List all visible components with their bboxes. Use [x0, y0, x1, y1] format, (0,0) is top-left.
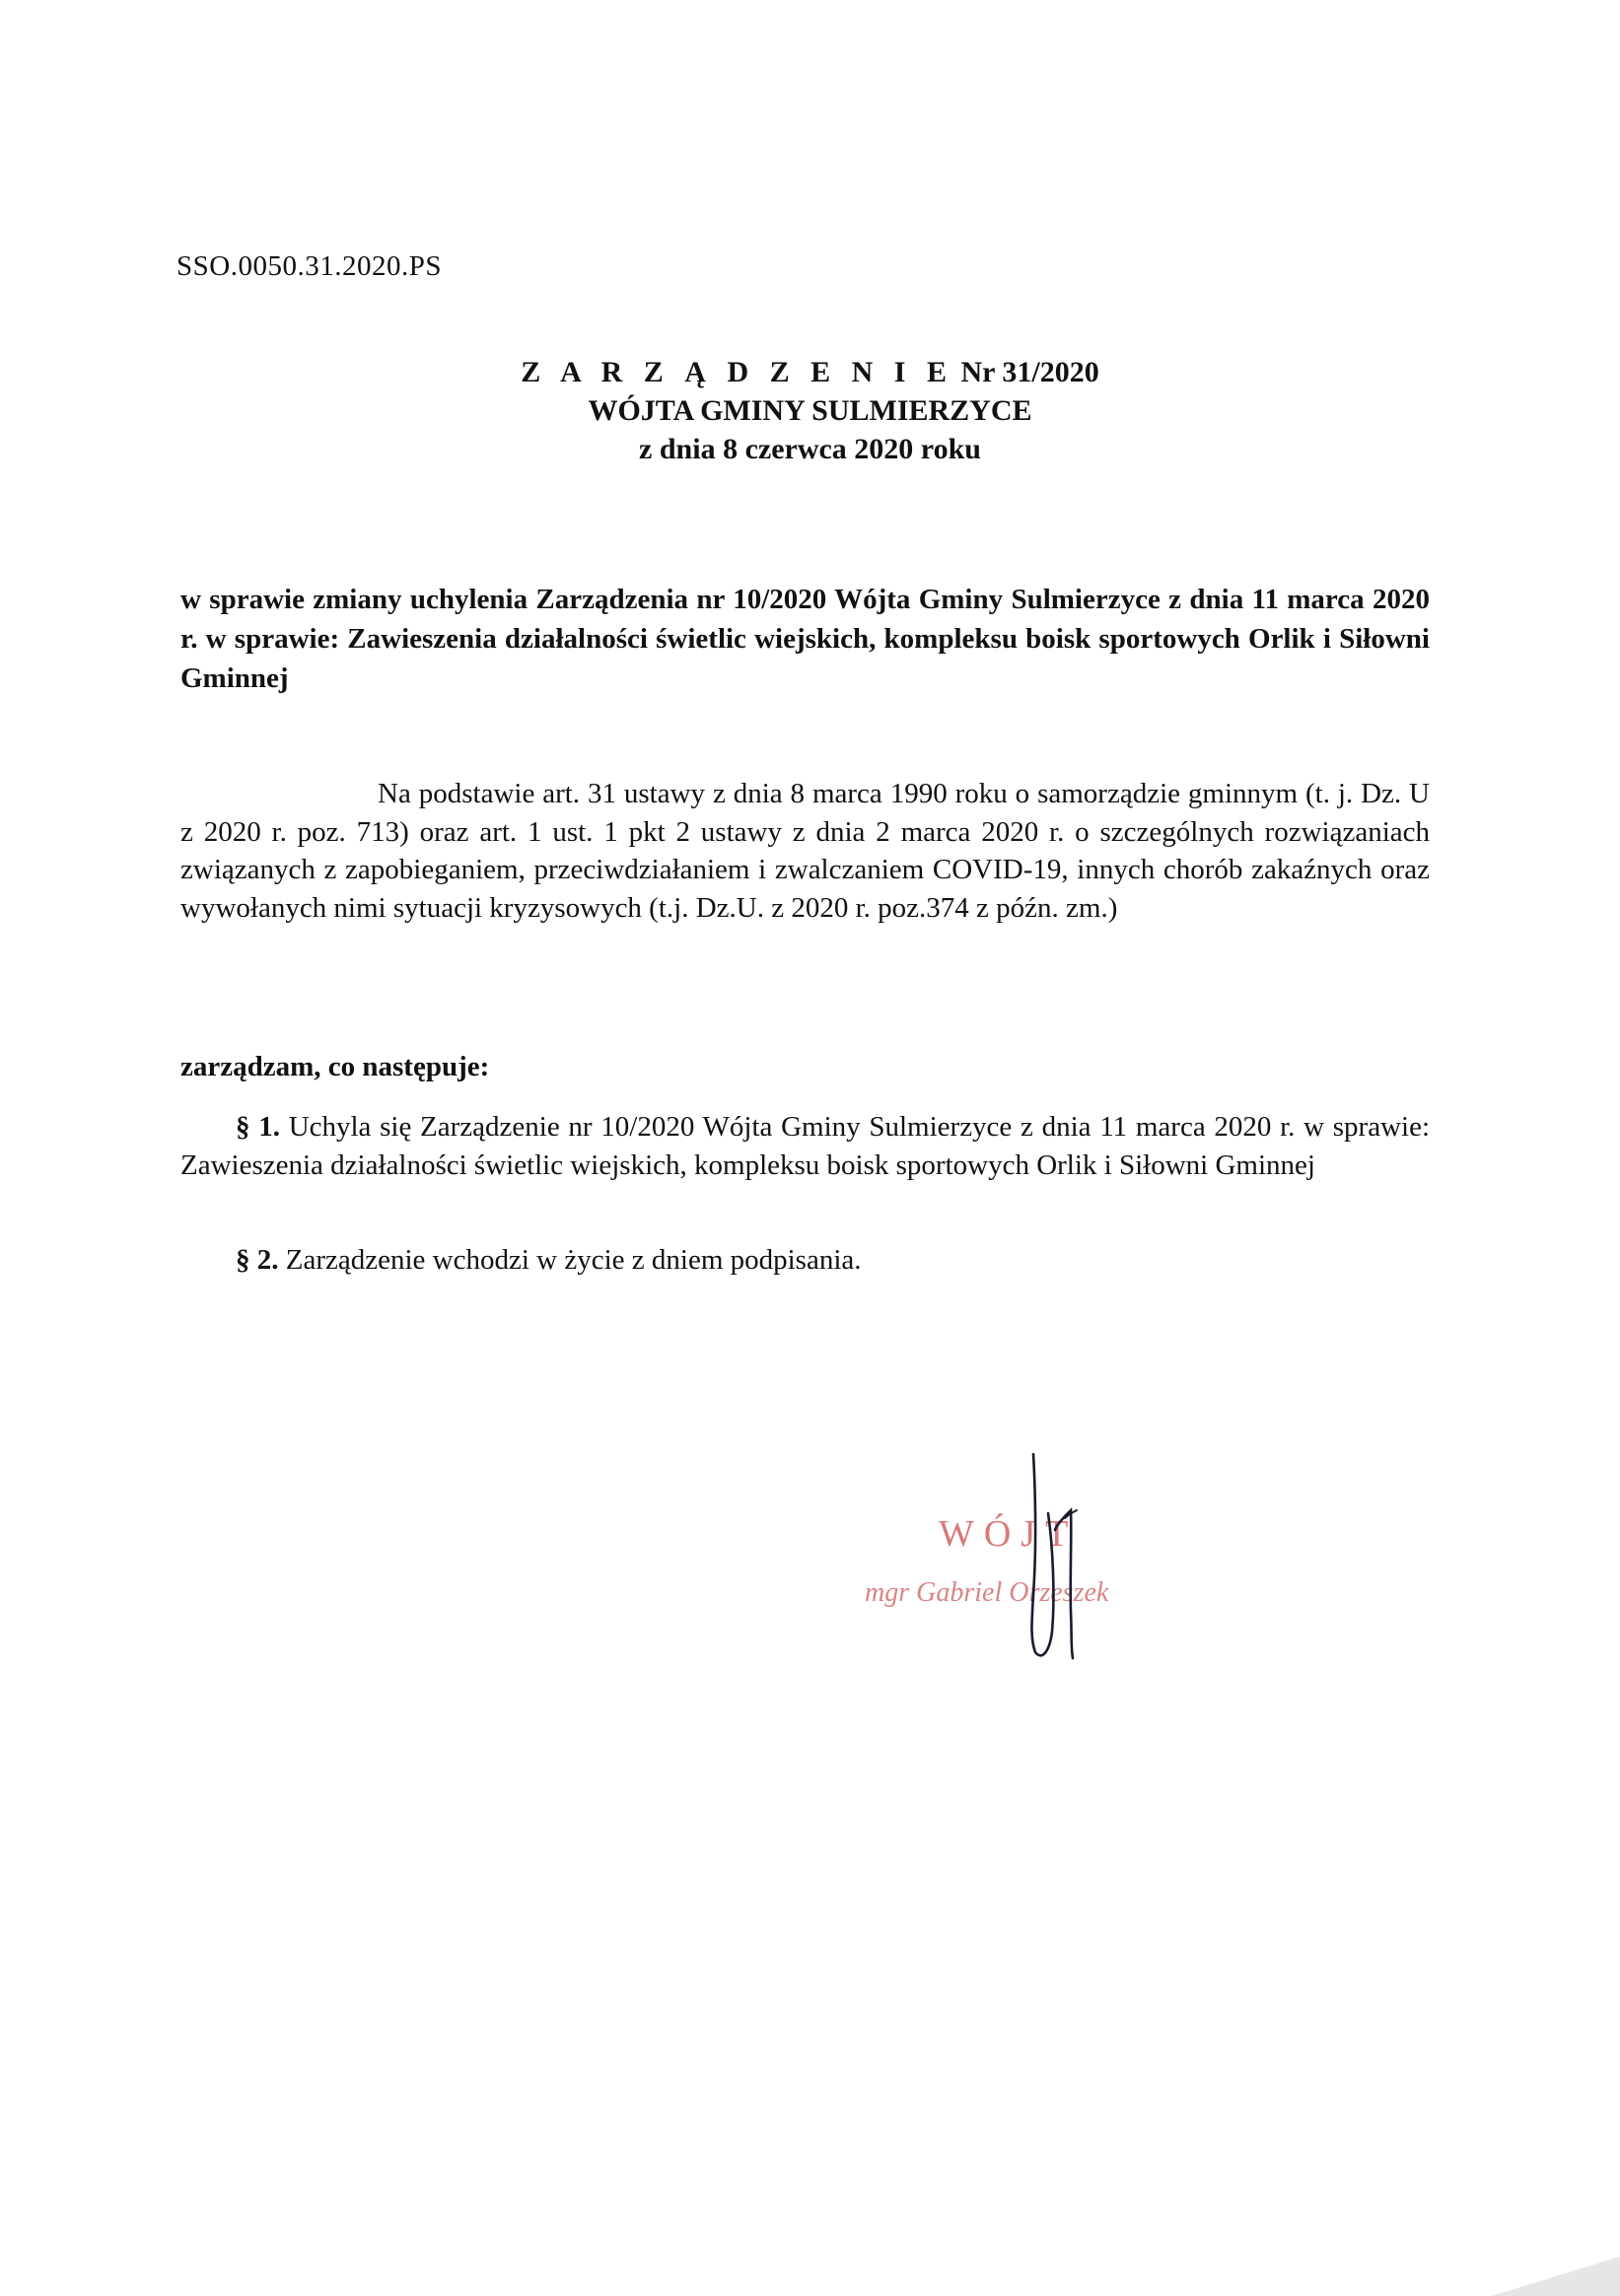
official-stamp — [848, 1429, 1242, 1705]
title-date: z dnia 8 czerwca 2020 roku — [639, 433, 981, 465]
title-word: Z A R Z Ą D Z E N I E — [521, 356, 953, 388]
reference-number: SSO.0050.31.2020.PS — [176, 250, 442, 282]
paragraph-number: § 1. — [236, 1111, 280, 1143]
decree-intro: zarządzam, co następuje: — [180, 1051, 490, 1082]
paragraph-text: Zarządzenie wchodzi w życie z dniem podpisania. — [285, 1244, 862, 1276]
paragraph-number: § 2. — [236, 1244, 279, 1276]
stamp-title: WÓJT — [939, 1513, 1079, 1555]
paragraph-text: Uchyla się Zarządzenie nr 10/2020 Wójta Gminy Sulmierzyce z dnia 11 marca 2020 r. w sprawie: Zawieszenia działalności świetlic wiejskich, kompleksu boisk sportowych Orlik i Siłowni Gminnej — [180, 1111, 1431, 1181]
title-number: Nr 31/2020 — [960, 356, 1099, 388]
subject-line: w sprawie zmiany uchylenia Zarządzenia nr 10/2020 Wójta Gminy Sulmierzyce z dnia 11 marca 2020 r. w sprawie: Zawieszenia działalności świetlic wiejskich, kompleksu boisk sportowych Orlik i Siłowni Gminnej — [180, 584, 1430, 694]
signature — [848, 1429, 1242, 1705]
document-title — [0, 353, 1620, 468]
scan-edge-shadow — [1462, 2247, 1620, 2296]
legal-basis: Na podstawie art. 31 ustawy z dnia 8 marca 1990 roku o samorządzie gminnym (t. j. Dz. U z 2020 r. poz. 713) oraz art. 1 ust. 1 pkt 2 ustawy z dnia 2 marca 2020 r. o szczególnych rozwiązaniach związanych z zapobieganiem, przeciwdziałaniem i zwalczaniem COVID-19, innych chorób zakaźnych oraz wywołanych nimi sytuacji kryzysowych (t.j. Dz.U. z 2020 r. poz.374 z późn. zm.) — [180, 778, 1430, 924]
title-authority: WÓJTA GMINY SULMIERZYCE — [588, 394, 1032, 427]
paragraph-1 — [180, 1108, 1430, 1185]
paragraph-2 — [180, 1241, 1430, 1280]
stamp-name: mgr Gabriel Orzeszek — [865, 1577, 1109, 1608]
